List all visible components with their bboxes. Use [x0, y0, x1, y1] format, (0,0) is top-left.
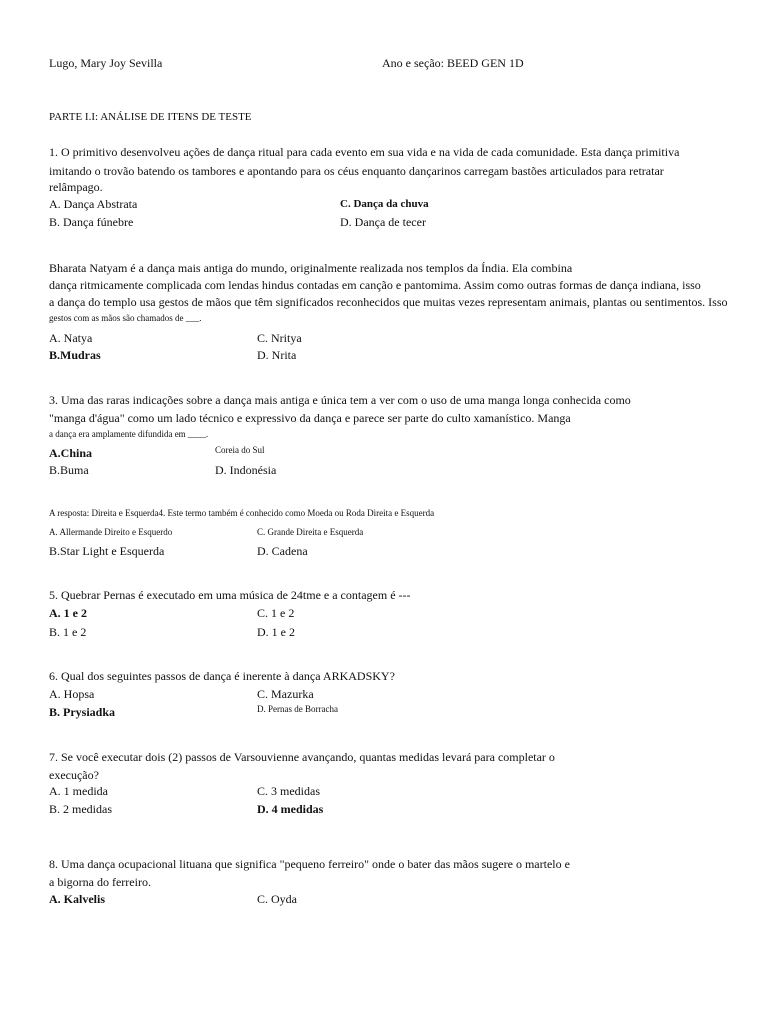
section-info: Ano e seção: BEED GEN 1D [382, 56, 524, 70]
question-1-text: relâmpago. [49, 180, 103, 194]
question-2-text: dança ritmicamente complicada com lendas hindus contadas em canção e pantomima. Assim como outras formas de dança indiana, isso [49, 278, 701, 292]
question-2-option-d: D. Nrita [257, 348, 297, 362]
question-3-option-a: A.China [49, 446, 93, 460]
question-2-text: Bharata Natyam é a dança mais antiga do mundo, originalmente realizada nos templos da Índia. Ela combina [49, 261, 573, 275]
question-2-option-a: A. Natya [49, 331, 93, 345]
question-5-option-b: B. 1 e 2 [49, 625, 87, 639]
question-7-option-c: C. 3 medidas [257, 784, 320, 798]
question-5-option-c: C. 1 e 2 [257, 606, 295, 620]
question-4-option-a: A. Allermande Direito e Esquerdo [49, 527, 173, 537]
part-title: PARTE I.I: ANÁLISE DE ITENS DE TESTE [49, 111, 252, 123]
question-4-text: A resposta: Direita e Esquerda4. Este termo também é conhecido como Moeda ou Roda Direita e Esquerda [49, 508, 435, 518]
question-1-option-b: B. Dança fúnebre [49, 215, 134, 229]
question-1-option-d: D. Dança de tecer [340, 215, 426, 229]
question-1-text: 1. O primitivo desenvolveu ações de dança ritual para cada evento em sua vida e na vida de cada comunidade. Esta dança primitiva [49, 145, 680, 159]
question-2-text: gestos com as mãos são chamados de ___. [49, 313, 202, 323]
question-4-option-d: D. Cadena [257, 544, 308, 558]
question-3-text: 3. Uma das raras indicações sobre a dança mais antiga e única tem a ver com o uso de uma manga longa conhecida como [49, 393, 631, 407]
question-6-option-d: D. Pernas de Borracha [257, 704, 338, 714]
question-2-option-b: B.Mudras [49, 348, 101, 362]
question-7-option-d: D. 4 medidas [257, 802, 324, 816]
question-5-option-a: A. 1 e 2 [49, 606, 87, 620]
question-6-option-c: C. Mazurka [257, 687, 314, 701]
question-5-option-d: D. 1 e 2 [257, 625, 295, 639]
question-2-text: a dança do templo usa gestos de mãos que têm significados reconhecidos que muitas vezes representam animais, plantas ou sentimentos. Isso [49, 295, 728, 309]
question-3-text: "manga d'água" como um lado técnico e expressivo da dança e parece ser parte do culto xamanístico. Manga [49, 411, 571, 425]
question-3-option-c: Coreia do Sul [215, 445, 265, 455]
question-3-option-d: D. Indonésia [215, 463, 277, 477]
question-5-text: 5. Quebrar Pernas é executado em uma música de 24tme e a contagem é --- [49, 588, 411, 602]
question-8-option-c: C. Oyda [257, 892, 297, 906]
question-7-option-a: A. 1 medida [49, 784, 108, 798]
question-1-text: imitando o trovão batendo os tambores e apontando para os céus enquanto dançarinos carregam bastões articulados para retratar [49, 164, 664, 178]
student-name: Lugo, Mary Joy Sevilla [49, 56, 163, 70]
question-3-option-b: B.Buma [49, 463, 89, 477]
question-1-option-c: C. Dança da chuva [340, 198, 429, 210]
question-7-option-b: B. 2 medidas [49, 802, 112, 816]
question-6-text: 6. Qual dos seguintes passos de dança é inerente à dança ARKADSKY? [49, 669, 395, 683]
question-8-text: 8. Uma dança ocupacional lituana que significa "pequeno ferreiro" onde o bater das mãos sugere o martelo e [49, 857, 570, 871]
question-3-text: a dança era amplamente difundida em ____. [49, 429, 209, 439]
question-7-text: execução? [49, 768, 99, 782]
question-1-option-a: A. Dança Abstrata [49, 197, 138, 211]
question-4-option-b: B.Star Light e Esquerda [49, 544, 165, 558]
question-2-option-c: C. Nritya [257, 331, 302, 345]
question-4-option-c: C. Grande Direita e Esquerda [257, 527, 364, 537]
question-7-text: 7. Se você executar dois (2) passos de Varsouvienne avançando, quantas medidas levará para completar o [49, 750, 555, 764]
question-6-option-a: A. Hopsa [49, 687, 95, 701]
question-8-text: a bigorna do ferreiro. [49, 875, 151, 889]
question-8-option-a: A. Kalvelis [49, 892, 105, 906]
question-6-option-b: B. Prysiadka [49, 705, 116, 719]
